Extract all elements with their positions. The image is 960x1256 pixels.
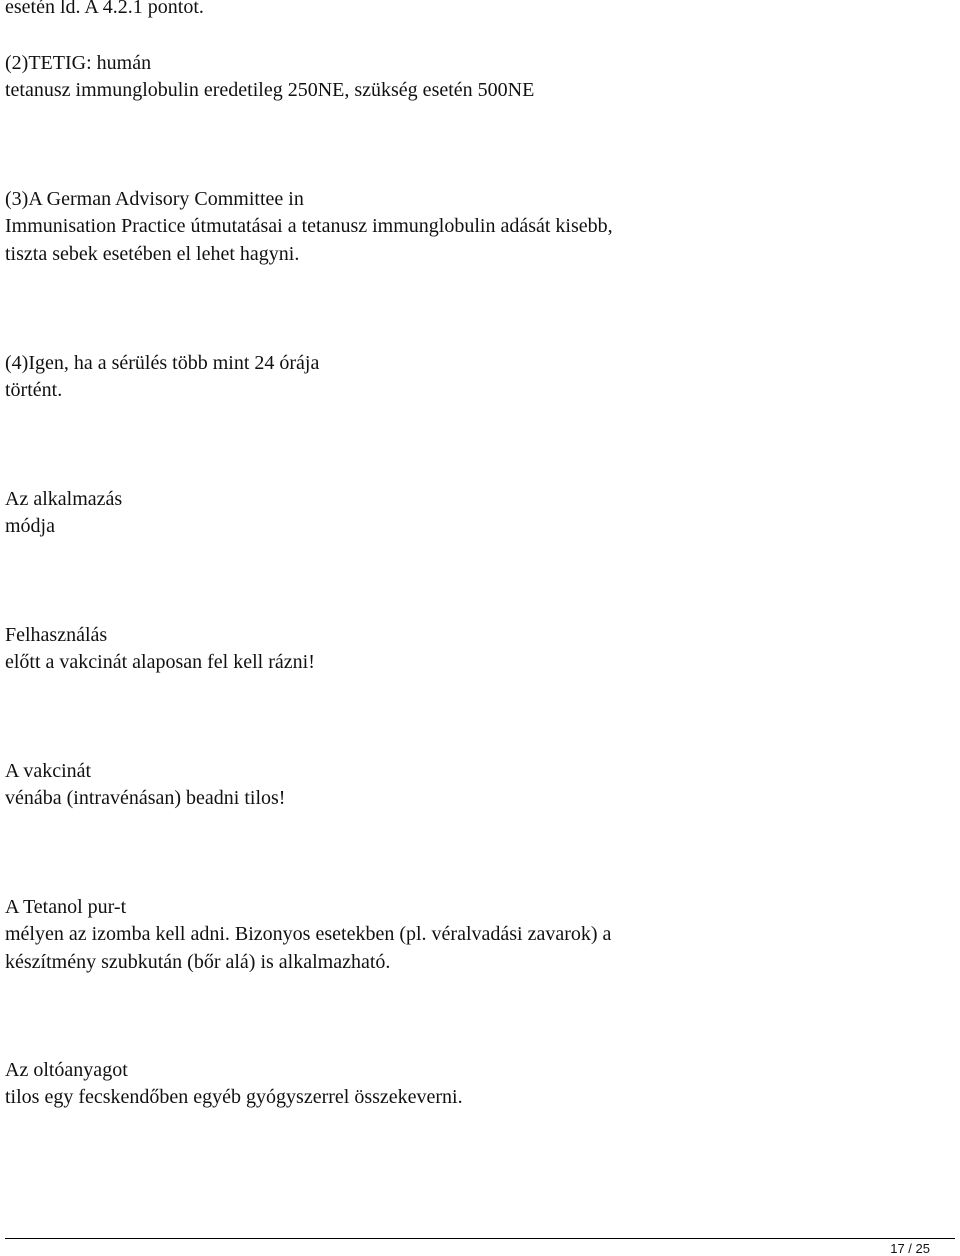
text-line: tetanusz immunglobulin eredetileg 250NE, szükség esetén 500NE bbox=[5, 79, 535, 101]
text-line: Immunisation Practice útmutatásai a tetanusz immunglobulin adását kisebb, bbox=[5, 215, 613, 237]
section-heading: Az alkalmazás bbox=[5, 488, 123, 510]
text-line: tilos egy fecskendőben egyéb gyógyszerrel összekeverni. bbox=[5, 1086, 463, 1108]
text-line: A vakcinát bbox=[5, 760, 92, 782]
text-line: esetén ld. A 4.2.1 pontot. bbox=[5, 0, 204, 18]
text-line: történt. bbox=[5, 379, 63, 401]
text-line: Felhasználás bbox=[5, 624, 108, 646]
text-line: A Tetanol pur-t bbox=[5, 896, 127, 918]
page-number: 17 / 25 bbox=[890, 1241, 930, 1256]
text-line: előtt a vakcinát alaposan fel kell rázni! bbox=[5, 651, 315, 673]
section-heading: módja bbox=[5, 515, 55, 537]
text-line: (4)Igen, ha a sérülés több mint 24 órája bbox=[5, 352, 320, 374]
text-line: készítmény szubkután (bőr alá) is alkalmazható. bbox=[5, 951, 391, 973]
text-line: vénába (intravénásan) beadni tilos! bbox=[5, 787, 286, 809]
text-line: tiszta sebek esetében el lehet hagyni. bbox=[5, 243, 300, 265]
text-line: Az oltóanyagot bbox=[5, 1059, 128, 1081]
text-line: (2)TETIG: humán bbox=[5, 52, 152, 74]
footer-divider bbox=[5, 1238, 955, 1239]
text-line: mélyen az izomba kell adni. Bizonyos esetekben (pl. véralvadási zavarok) a bbox=[5, 923, 612, 945]
text-line: (3)A German Advisory Committee in bbox=[5, 188, 304, 210]
